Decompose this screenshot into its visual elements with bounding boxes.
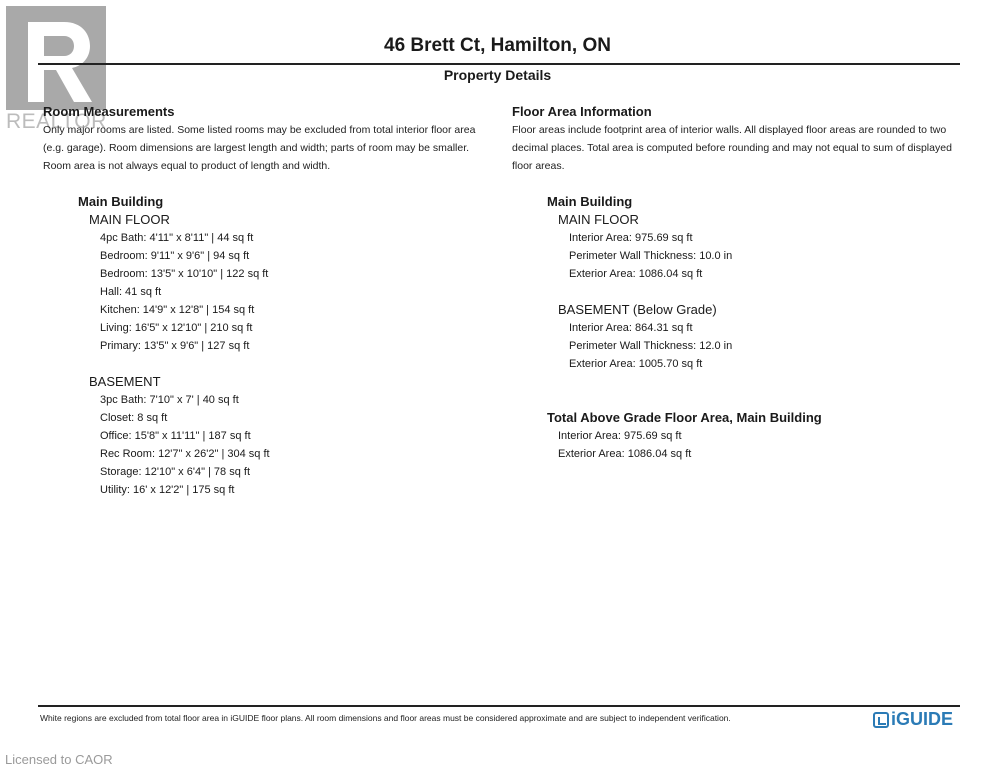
section-heading: Floor Area Information: [512, 104, 652, 119]
total-area-heading: Total Above Grade Floor Area, Main Building: [547, 410, 822, 425]
floor-heading: MAIN FLOOR: [558, 212, 639, 227]
iguide-brand: [873, 709, 953, 730]
section-heading: Room Measurements: [43, 104, 175, 119]
total-exterior-area: Exterior Area: 1086.04 sq ft: [558, 448, 692, 460]
room-list: [100, 229, 493, 355]
list-item: Hall: 41 sq ft: [100, 286, 162, 298]
realtor-wordmark: REALTOR: [6, 110, 107, 133]
realtor-r-icon: [6, 6, 106, 110]
list-item: Exterior Area: 1005.70 sq ft: [569, 358, 703, 370]
list-item: Bedroom: 9'11" x 9'6" | 94 sq ft: [100, 250, 250, 262]
footer-disclaimer: White regions are excluded from total floor area in iGUIDE floor plans. All room dimensions and floor areas must be considered approximate and are subject to independent verification.: [40, 713, 731, 723]
section-note: Only major rooms are listed. Some listed rooms may be excluded from total interior floor area (e.g. garage). Room dimensions are largest length and width; parts of room may be smaller. Room area is not always equal to product of length and width.: [43, 124, 476, 172]
license-watermark: Licensed to CAOR: [5, 752, 113, 767]
list-item: Office: 15'8" x 11'11" | 187 sq ft: [100, 430, 251, 442]
list-item: Closet: 8 sq ft: [100, 412, 168, 424]
floor-heading: BASEMENT: [89, 374, 161, 389]
footer-divider: [38, 705, 960, 707]
iguide-logo-icon: [873, 712, 889, 728]
floor-heading: MAIN FLOOR: [89, 212, 170, 227]
page-title: 46 Brett Ct, Hamilton, ON: [384, 35, 611, 56]
list-item: 3pc Bath: 7'10" x 7' | 40 sq ft: [100, 394, 239, 406]
area-list: [569, 319, 967, 373]
list-item: Bedroom: 13'5" x 10'10" | 122 sq ft: [100, 268, 269, 280]
list-item: Living: 16'5" x 12'10" | 210 sq ft: [100, 322, 253, 334]
floor-area-section: [512, 103, 967, 463]
header-divider: [38, 63, 960, 65]
section-note: Floor areas include footprint area of interior walls. All displayed floor areas are rounded to two decimal places. Total area is computed before rounding and may not equal to sum of displayed floor areas.: [512, 124, 952, 172]
room-measurements-section: [43, 103, 493, 499]
page-subtitle: Property Details: [443, 67, 552, 83]
room-list: [100, 391, 493, 499]
list-item: Exterior Area: 1086.04 sq ft: [569, 268, 703, 280]
area-list: [569, 229, 967, 283]
list-item: Rec Room: 12'7" x 26'2" | 304 sq ft: [100, 448, 270, 460]
list-item: Interior Area: 864.31 sq ft: [569, 322, 693, 334]
list-item: Utility: 16' x 12'2" | 175 sq ft: [100, 484, 235, 496]
list-item: Interior Area: 975.69 sq ft: [569, 232, 693, 244]
floor-heading: BASEMENT (Below Grade): [558, 302, 717, 317]
total-interior-area: Interior Area: 975.69 sq ft: [558, 430, 682, 442]
list-item: Perimeter Wall Thickness: 12.0 in: [569, 340, 733, 352]
list-item: 4pc Bath: 4'11" x 8'11" | 44 sq ft: [100, 232, 254, 244]
list-item: Storage: 12'10" x 6'4" | 78 sq ft: [100, 466, 251, 478]
building-heading: Main Building: [547, 194, 633, 209]
brand-label: iGUIDE: [891, 709, 954, 729]
building-heading: Main Building: [78, 194, 164, 209]
list-item: Primary: 13'5" x 9'6" | 127 sq ft: [100, 340, 250, 352]
list-item: Kitchen: 14'9" x 12'8" | 154 sq ft: [100, 304, 255, 316]
list-item: Perimeter Wall Thickness: 10.0 in: [569, 250, 733, 262]
